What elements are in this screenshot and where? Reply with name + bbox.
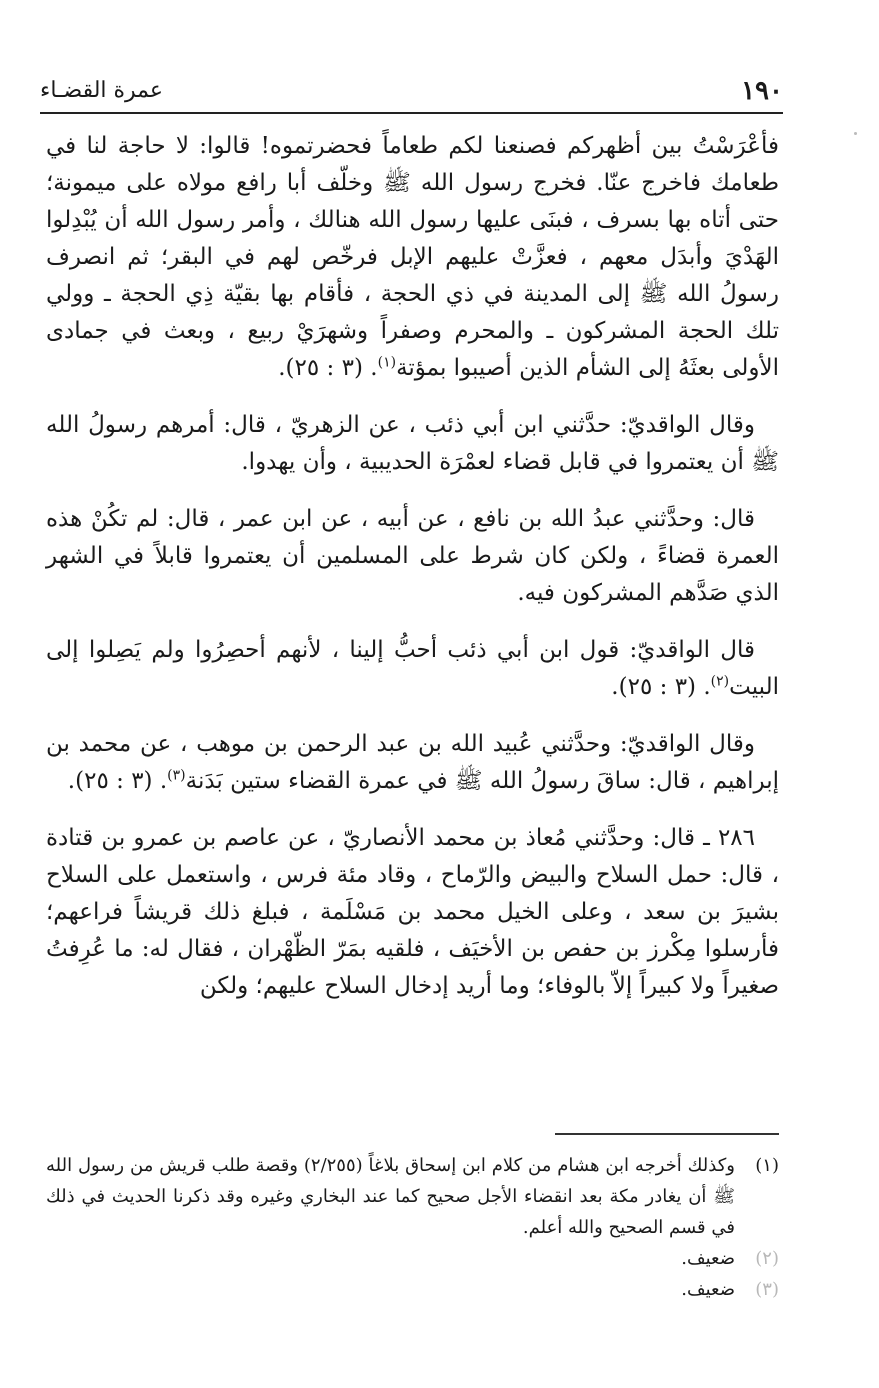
citation: . (٣ : ٢٥). — [611, 674, 711, 700]
citation: . (٣ : ٢٥). — [67, 768, 168, 794]
paragraph-text: قال: وحدَّثني عبدُ الله بن نافع ، عن أبيه ، عن ابن عمر ، قال: لم تكُنْ هذه العمرة قضاءً ، ولكن كان شرط على المسلمين أن يعتمروا قابلاً في الشهر الذي صَدَّهم المشركون فيه. — [46, 506, 779, 606]
paragraph — [46, 128, 779, 387]
footnote-divider — [555, 1133, 779, 1135]
paragraph-text: ٢٨٦ ـ قال: وحدَّثني مُعاذ بن محمد الأنصاريّ ، عن عاصم بن عمرو بن قتادة ، قال: حمل السلاح والبيض والرّماح ، وقاد مئة فرس ، واستعمل على السلاح بشيرَ بن سعد ، وعلى الخيل محمد بن مَسْلَمة ، فبلغ ذلك قريشاً فراعهم؛ فأرسلوا مِكْرز بن حفص بن الأخيَف ، فلقيه بمَرّ الظّهْران ، فقال له: ما عُرِفتُ صغيراً ولا كبيراً إلاّ بالوفاء؛ وما أريد إدخال السلاح عليهم؛ ولكن — [46, 825, 779, 999]
footnote-text: ضعيف. — [681, 1279, 735, 1300]
footnote-ref: (١) — [377, 354, 397, 371]
footnote — [46, 1274, 779, 1305]
citation: . (٣ : ٢٥). — [278, 355, 378, 381]
footnote-text: ضعيف. — [681, 1248, 735, 1269]
paragraph — [46, 501, 779, 612]
footnote-text: وكذلك أخرجه ابن هشام من كلام ابن إسحاق بلاغاً (٢/٢٥٥) وقصة طلب قريش من رسول الله ﷺ أن يغادر مكة بعد انقضاء الأجل صحيح كما عند البخاري وغيره وقد ذكرنا الحديث في ذلك في قسم الصحيح والله أعلم. — [46, 1155, 736, 1238]
footnote-number: (٢) — [755, 1248, 779, 1269]
paragraph-text: فأعْرَسْتُ بين أظهركم فصنعنا لكم طعاماً فحضرتموه! قالوا: لا حاجة لنا في طعامك فاخرج عنّا. فخرج رسول الله ﷺ وخلّف أبا رافع مولاه على ميمونة؛ حتى أتاه بها بسرف ، فبنَى عليها رسول الله هنالك ، وأمر رسول الله أن يُبْدِلوا الهَدْيَ وأبدَل معهم ، فعزَّتْ عليهم الإبل فرخّص لهم في البقر؛ ثم انصرف رسولُ الله ﷺ إلى المدينة في ذي الحجة ، فأقام بها بقيّة ذِي الحجة ـ وولي تلك الحجة المشركون ـ والمحرم وصفراً وشهرَيْ ربيع ، وبعث في جمادى الأولى بعثَهُ إلى الشأم الذين أصيبوا بمؤتة — [46, 133, 779, 381]
paragraph-text: قال الواقديّ: قول ابن أبي ذئب أحبُّ إلينا ، لأنهم أحصِرُوا ولم يَصِلوا إلى البيت — [46, 637, 779, 700]
footnote-ref: (٣) — [167, 767, 186, 784]
footnote — [46, 1150, 779, 1243]
footnote-number: (٣) — [755, 1279, 779, 1300]
scan-speck — [854, 132, 857, 135]
footnote-number: (١) — [755, 1155, 779, 1176]
footnote-ref: (٢) — [710, 673, 730, 690]
paragraph-text: وقال الواقديّ: حدَّثني ابن أبي ذئب ، عن الزهريّ ، قال: أمرهم رسولُ الله ﷺ أن يعتمروا في قابل قضاء لعمْرَة الحديبية ، وأن يهدوا. — [46, 412, 779, 475]
footnote — [46, 1243, 779, 1274]
paragraph-text: وقال الواقديّ: وحدَّثني عُبيد الله بن عبد الرحمن بن موهب ، عن محمد بن إبراهيم ، قال: ساقَ رسولُ الله ﷺ في عمرة القضاء ستين بَدَنة — [46, 731, 779, 794]
footnotes — [46, 1150, 779, 1305]
main-text — [46, 128, 779, 1025]
paragraph — [46, 407, 779, 481]
page-header — [40, 72, 783, 114]
page-number: ١٩٠ — [741, 76, 783, 106]
paragraph — [46, 632, 779, 706]
running-title: عمرة القضـاء — [40, 78, 164, 103]
paragraph — [46, 726, 779, 800]
paragraph — [46, 820, 779, 1005]
